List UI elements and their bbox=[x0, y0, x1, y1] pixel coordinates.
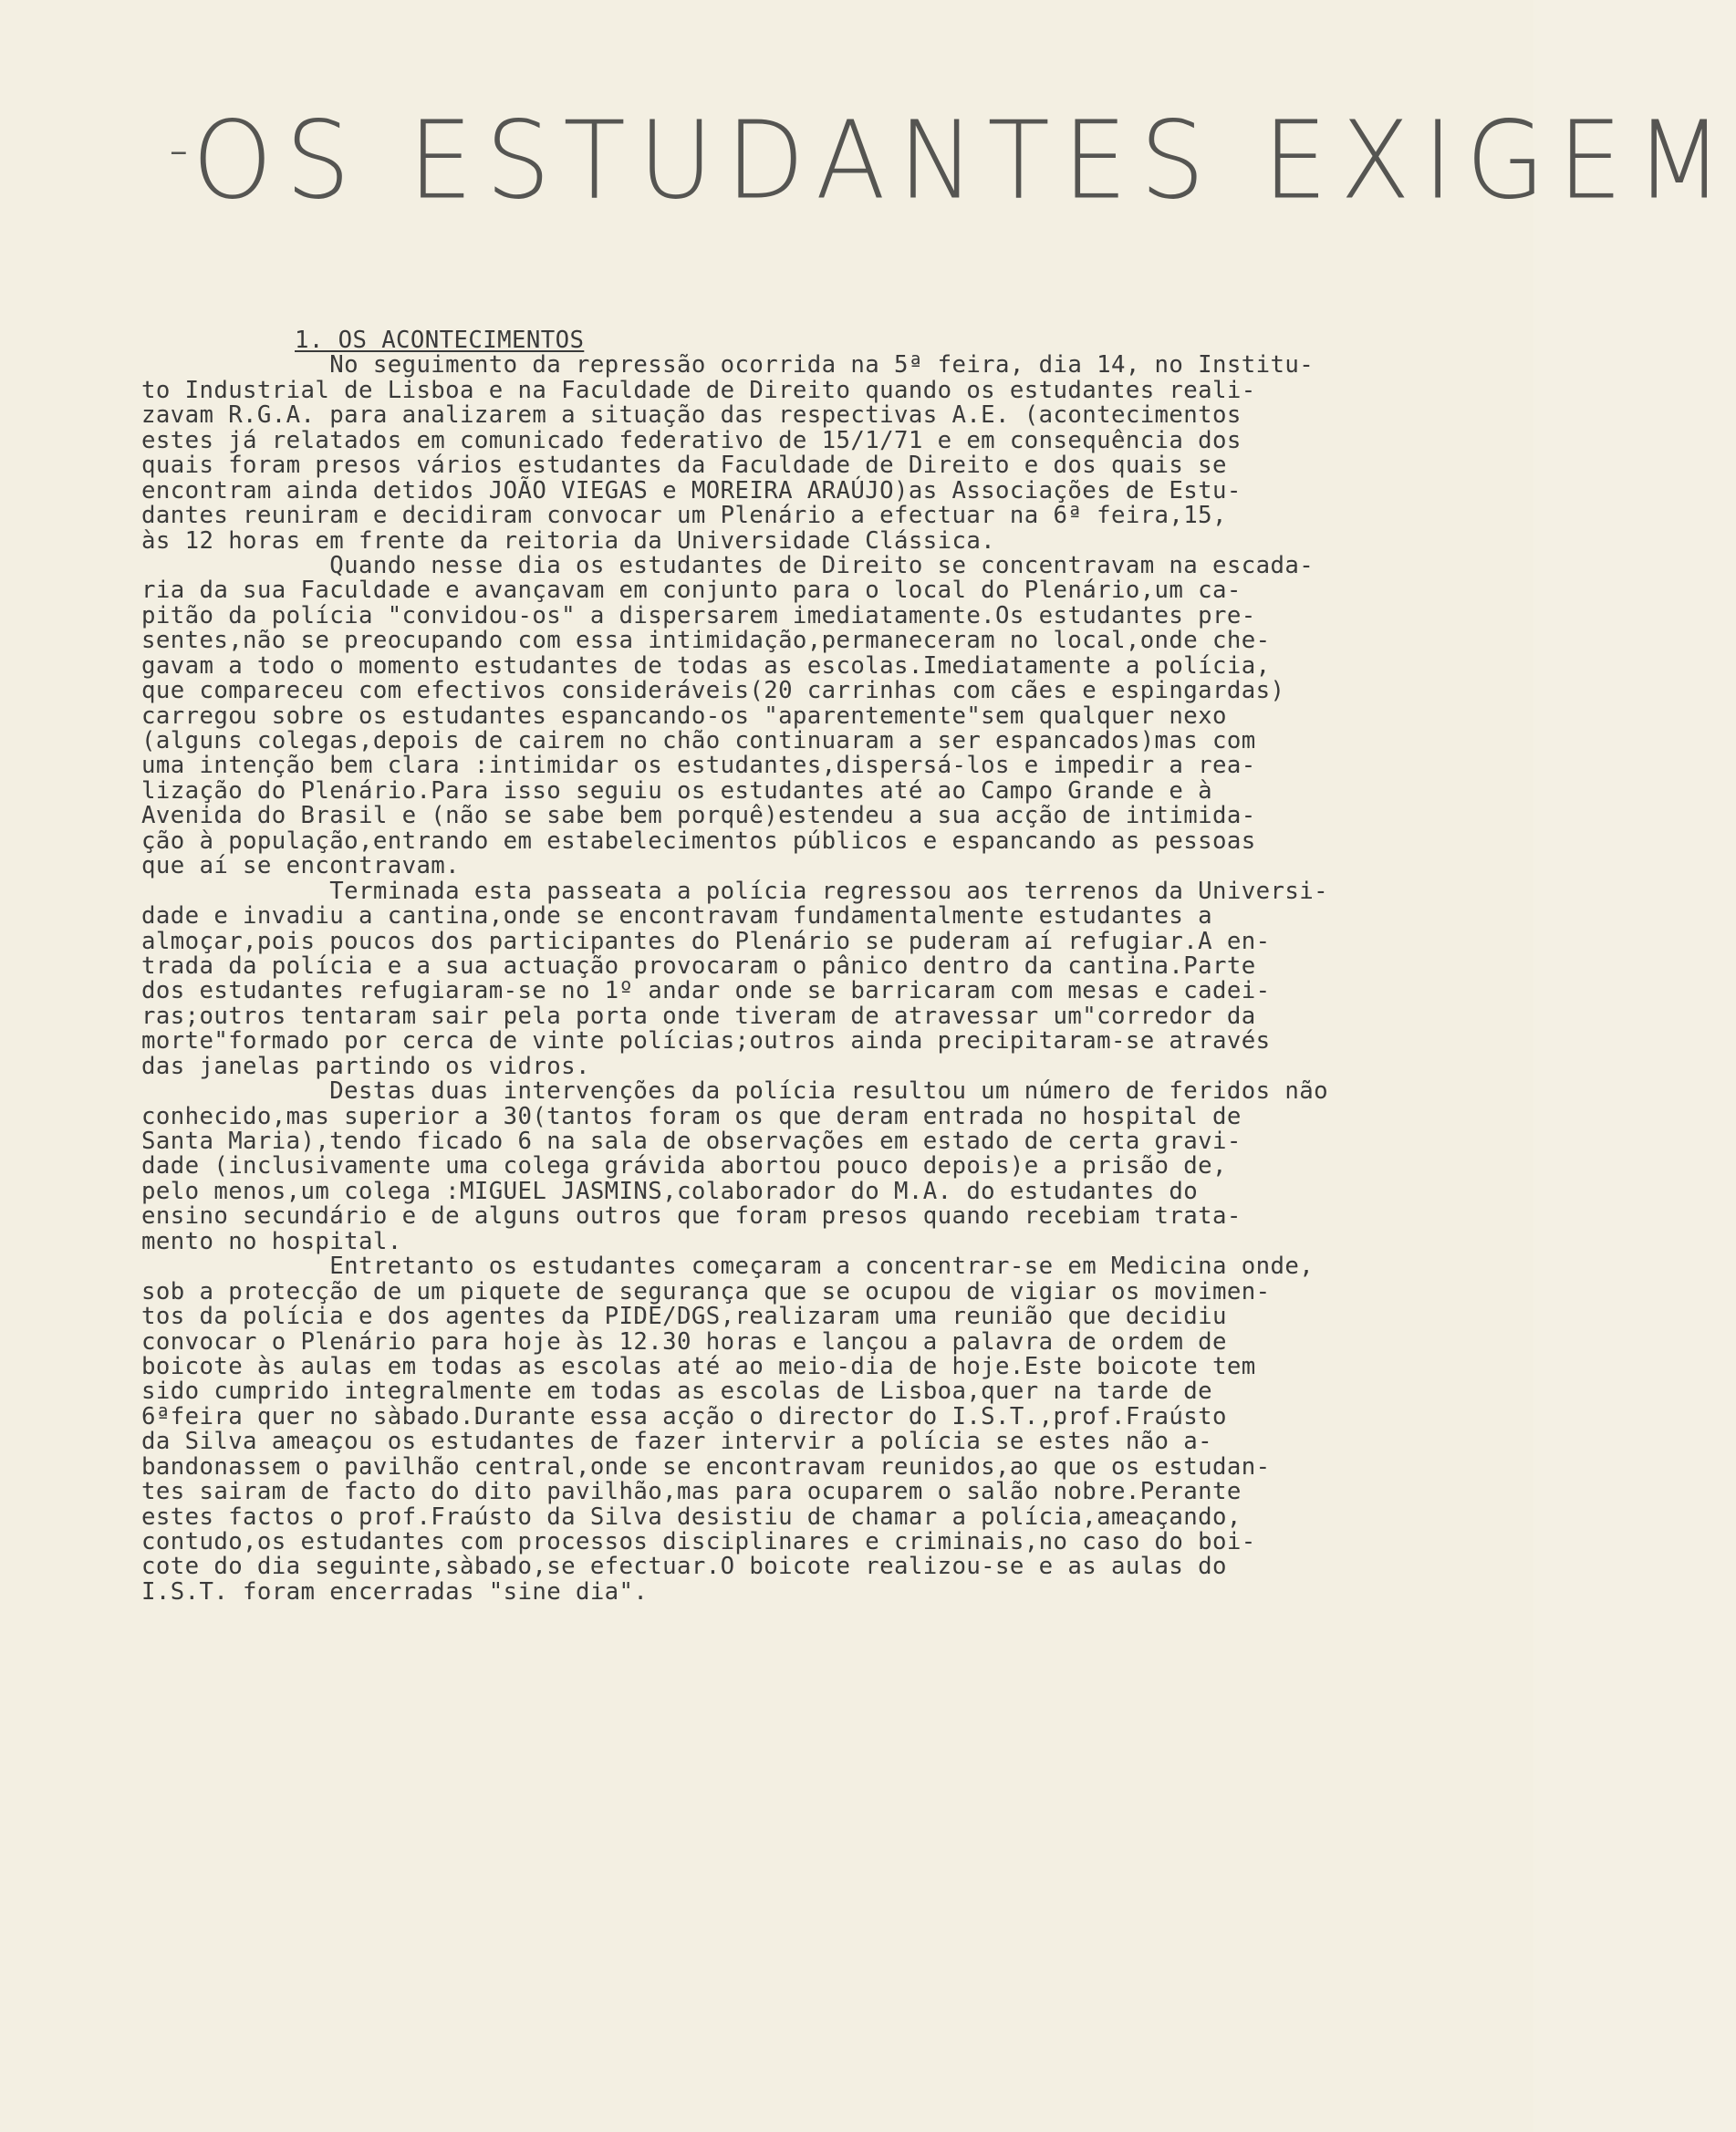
paragraph-line: que aí se encontravam. bbox=[141, 852, 461, 880]
paragraph-line: ensino secundário e de alguns outros que foram presos quando recebiam trata- bbox=[141, 1202, 1242, 1231]
paragraph-line: lização do Plenário.Para isso seguiu os estudantes até ao Campo Grande e à bbox=[141, 776, 1213, 805]
paragraph-line: gavam a todo o momento estudantes de todas as escolas.Imediatamente a polícia, bbox=[141, 651, 1271, 680]
paragraph-line: que compareceu com efectivos consideráveis(20 carrinhas com cães e espingardas) bbox=[141, 677, 1285, 705]
paragraphs-container bbox=[141, 353, 1437, 1605]
paragraph-line: to Industrial de Lisboa e na Faculdade de Direito quando os estudantes reali- bbox=[141, 376, 1256, 404]
section-heading: 1. OS ACONTECIMENTOS bbox=[295, 327, 585, 354]
paragraph-line: bandonassem o pavilhão central,onde se encontravam reunidos,ao que os estudan- bbox=[141, 1452, 1271, 1481]
headline-dash: - bbox=[169, 116, 189, 183]
paragraph-line: Entretanto os estudantes começaram a concentrar-se em Medicina onde, bbox=[141, 1253, 1315, 1281]
paragraph bbox=[141, 1079, 1437, 1254]
paragraph-line: sentes,não se preocupando com essa intimidação,permaneceram no local,onde che- bbox=[141, 627, 1271, 655]
paragraph-line: ção à população,entrando em estabelecimentos públicos e espancando as pessoas bbox=[141, 827, 1256, 855]
paragraph-line: das janelas partindo os vidros. bbox=[141, 1052, 590, 1080]
paragraph-line: boicote às aulas em todas as escolas até ao meio-dia de hoje.Este boicote tem bbox=[141, 1352, 1256, 1380]
paragraph-line: às 12 horas em frente da reitoria da Universidade Clássica. bbox=[141, 526, 996, 555]
paragraph-line: da Silva ameaçou os estudantes de fazer intervir a polícia se estes não a- bbox=[141, 1428, 1213, 1456]
paragraph-line: carregou sobre os estudantes espancando-os "aparentemente"sem qualquer nexo bbox=[141, 702, 1227, 730]
paragraph bbox=[141, 879, 1437, 1080]
paragraph bbox=[141, 551, 1437, 880]
paragraph-line: sido cumprido integralmente em todas as escolas de Lisboa,quer na tarde de bbox=[141, 1378, 1213, 1406]
paragraph bbox=[141, 1254, 1437, 1605]
paragraph-line: ras;outros tentaram sair pela porta onde tiveram de atravessar um"corredor da bbox=[141, 1002, 1256, 1030]
paragraph-line: estes já relatados em comunicado federativo de 15/1/71 e em consequência dos bbox=[141, 426, 1242, 454]
paragraph-line: (alguns colegas,depois de cairem no chão continuaram a ser espancados)mas com bbox=[141, 727, 1256, 755]
headline-text: OS ESTUDANTES EXIGEM bbox=[192, 99, 1736, 224]
paragraph-line: dantes reuniram e decidiram convocar um Plenário a efectuar na 6ª feira,15, bbox=[141, 502, 1227, 530]
paragraph-line: Destas duas intervenções da polícia resultou um número de feridos não bbox=[141, 1077, 1328, 1106]
paragraph-line: tos da polícia e dos agentes da PIDE/DGS,realizaram uma reunião que decidiu bbox=[141, 1303, 1227, 1331]
paragraph-line: contudo,os estudantes com processos disciplinares e criminais,no caso do boi- bbox=[141, 1528, 1256, 1556]
paragraph-line: encontram ainda detidos JOÃO VIEGAS e MOREIRA ARAÚJO)as Associações de Estu- bbox=[141, 476, 1242, 504]
paragraph-line: almoçar,pois poucos dos participantes do Plenário se puderam aí refugiar.A en- bbox=[141, 927, 1271, 955]
paragraph-line: trada da polícia e a sua actuação provocaram o pânico dentro da cantina.Parte bbox=[141, 952, 1256, 980]
paragraph-line: Santa Maria),tendo ficado 6 na sala de observações em estado de certa gravi- bbox=[141, 1128, 1242, 1156]
paragraph bbox=[141, 353, 1437, 554]
paragraph-line: dade e invadiu a cantina,onde se encontravam fundamentalmente estudantes a bbox=[141, 902, 1213, 931]
handwritten-headline bbox=[169, 99, 1736, 224]
paragraph-line: mento no hospital. bbox=[141, 1227, 402, 1255]
paragraph-line: quais foram presos vários estudantes da Faculdade de Direito e dos quais se bbox=[141, 452, 1227, 480]
paragraph-line: morte"formado por cerca de vinte polícias;outros ainda precipitaram-se através bbox=[141, 1027, 1271, 1056]
paragraph-line: Avenida do Brasil e (não se sabe bem porquê)estendeu a sua acção de intimida- bbox=[141, 802, 1256, 830]
paragraph-line: estes factos o prof.Fraústo da Silva desistiu de chamar a polícia,ameaçando, bbox=[141, 1503, 1242, 1531]
paragraph-line: pelo menos,um colega :MIGUEL JASMINS,colaborador do M.A. do estudantes do bbox=[141, 1177, 1199, 1205]
paragraph-line: 6ªfeira quer no sàbado.Durante essa acção o director do I.S.T.,prof.Fraústo bbox=[141, 1402, 1227, 1430]
paragraph-line: Terminada esta passeata a polícia regressou aos terrenos da Universi- bbox=[141, 877, 1328, 905]
paragraph-line: pitão da polícia "convidou-os" a dispersarem imediatamente.Os estudantes pre- bbox=[141, 601, 1256, 629]
paragraph-line: dade (inclusivamente uma colega grávida abortou pouco depois)e a prisão de, bbox=[141, 1152, 1227, 1180]
paragraph-line: conhecido,mas superior a 30(tantos foram os que deram entrada no hospital de bbox=[141, 1102, 1242, 1130]
paragraph-line: sob a protecção de um piquete de segurança que se ocupou de vigiar os movimen- bbox=[141, 1277, 1271, 1305]
paragraph-line: Quando nesse dia os estudantes de Direito se concentravam na escada- bbox=[141, 551, 1315, 579]
paragraph-line: convocar o Plenário para hoje às 12.30 horas e lançou a palavra de ordem de bbox=[141, 1327, 1227, 1356]
paragraph-line: ria da sua Faculdade e avançavam em conjunto para o local do Plenário,um ca- bbox=[141, 577, 1242, 605]
paragraph-line: No seguimento da repressão ocorrida na 5ª feira, dia 14, no Institu- bbox=[141, 351, 1315, 380]
paragraph-line: tes sairam de facto do dito pavilhão,mas para ocuparem o salão nobre.Perante bbox=[141, 1478, 1242, 1506]
paragraph-line: dos estudantes refugiaram-se no 1º andar onde se barricaram com mesas e cadei- bbox=[141, 977, 1271, 1005]
paragraph-line: cote do dia seguinte,sàbado,se efectuar.O boicote realizou-se e as aulas do bbox=[141, 1553, 1227, 1581]
paragraph-line: uma intenção bem clara :intimidar os estudantes,dispersá-los e impedir a rea- bbox=[141, 752, 1256, 780]
paragraph-line: zavam R.G.A. para analizarem a situação das respectivas A.E. (acontecimentos bbox=[141, 401, 1242, 430]
paragraph-line: I.S.T. foram encerradas "sine dia". bbox=[141, 1577, 649, 1606]
document-body bbox=[141, 328, 1437, 1605]
